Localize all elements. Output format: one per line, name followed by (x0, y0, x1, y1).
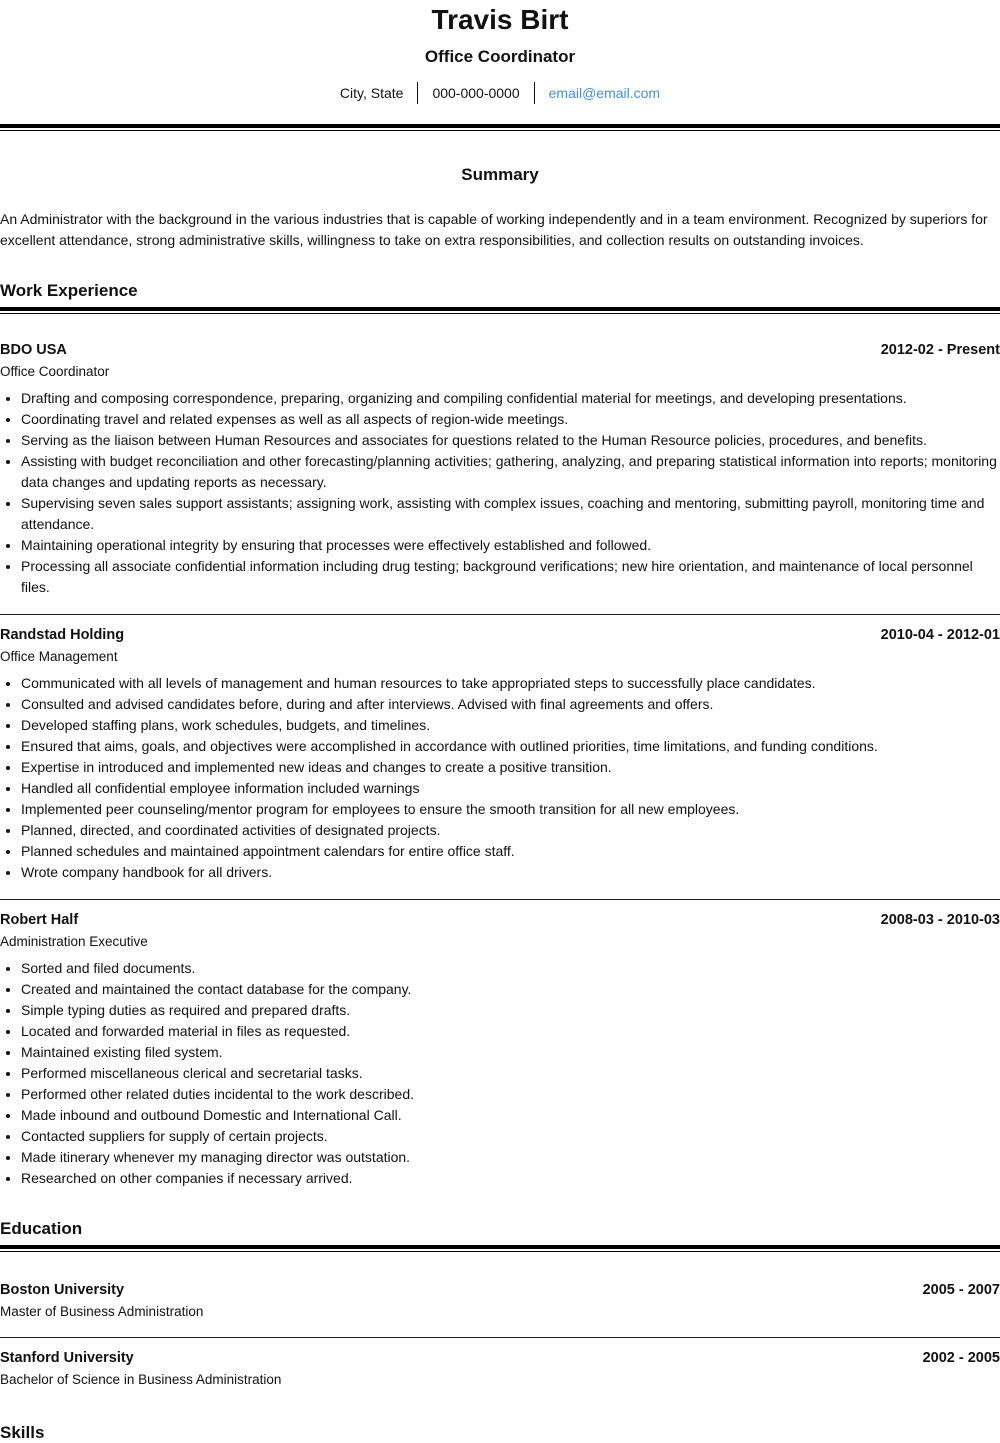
education-header (0, 1348, 1000, 1368)
summary-text: An Administrator with the background in the various industries that is capable of working independently and in a team environment. Recognized by superiors for excellent attendance, strong administrative skills, willingness to take on extra responsibilities, and collection results on outstanding invoices. (0, 211, 988, 248)
job-dates: 2008-03 - 2010-03 (880, 912, 1000, 928)
education-heading: Education (0, 1219, 83, 1238)
education-dates: 2002 - 2005 (922, 1350, 1000, 1366)
job-bullet: • Made inbound and outbound Domestic and International Call. (21, 1105, 1000, 1126)
job-bullet: • Performed miscellaneous clerical and secretarial tasks. (21, 1063, 1000, 1084)
work-experience-list (0, 314, 1000, 1189)
job-bullet: • Wrote company handbook for all drivers. (21, 862, 1000, 883)
job-bullet: • Ensured that aims, goals, and objectives were accomplished in accordance with outlined priorities, time limitations, and funding conditions. (21, 736, 1000, 757)
education-entry (0, 1252, 1000, 1321)
education-degree: Bachelor of Science in Business Administration (0, 1372, 282, 1387)
section-divider (0, 1245, 1000, 1252)
resume-header (0, 0, 1000, 104)
contact-line (0, 82, 1000, 104)
job-company: BDO USA (0, 342, 67, 358)
job-bullet-list (0, 388, 1000, 598)
section-divider (0, 307, 1000, 314)
job-bullet: • Created and maintained the contact database for the company. (21, 979, 1000, 1000)
education-list (0, 1252, 1000, 1389)
job-dates: 2012-02 - Present (880, 342, 1000, 358)
candidate-title: Office Coordinator (424, 47, 576, 66)
job-bullet: • Implemented peer counseling/mentor program for employees to ensure the smooth transition for all new employees. (21, 799, 1000, 820)
header-divider (0, 124, 1000, 131)
summary-heading: Summary (461, 165, 539, 184)
contact-location: City, State (339, 85, 404, 101)
job-role: Office Coordinator (0, 364, 110, 379)
job-role: Administration Executive (0, 934, 148, 949)
job-bullet: • Planned schedules and maintained appointment calendars for entire office staff. (21, 841, 1000, 862)
job-role: Office Management (0, 649, 118, 664)
job-bullet: • Supervising seven sales support assistants; assigning work, assisting with complex issues, coaching and mentoring, submitting payroll, monitoring time and attendance. (21, 493, 1000, 535)
candidate-name: Travis Birt (431, 4, 569, 35)
job-bullet: • Simple typing duties as required and prepared drafts. (21, 1000, 1000, 1021)
education-school: Boston University (0, 1282, 125, 1298)
skills-heading: Skills (0, 1423, 45, 1442)
education-degree: Master of Business Administration (0, 1304, 204, 1319)
job-bullet: • Maintaining operational integrity by ensuring that processes were effectively established and followed. (21, 535, 1000, 556)
job-bullet: • Communicated with all levels of management and human resources to take appropriated steps to successfully place candidates. (21, 673, 1000, 694)
job-header (0, 910, 1000, 930)
job-bullet-list (0, 958, 1000, 1189)
job-company: Randstad Holding (0, 627, 125, 643)
job-bullet: • Processing all associate confidential information including drug testing; background verifications; new hire orientation, and maintenance of local personnel files. (21, 556, 1000, 598)
job-bullet-list (0, 673, 1000, 883)
job-dates: 2010-04 - 2012-01 (880, 627, 1000, 643)
job-bullet: • Performed other related duties incidental to the work described. (21, 1084, 1000, 1105)
job-bullet: • Maintained existing filed system. (21, 1042, 1000, 1063)
education-entry (0, 1337, 1000, 1389)
job-header (0, 625, 1000, 645)
job-bullet: • Serving as the liaison between Human Resources and associates for questions related to the Human Resource policies, procedures, and benefits. (21, 430, 1000, 451)
job-bullet: • Sorted and filed documents. (21, 958, 1000, 979)
education-dates: 2005 - 2007 (922, 1282, 1000, 1298)
job-bullet: • Researched on other companies if necessary arrived. (21, 1168, 1000, 1189)
contact-email-link[interactable]: email@email.com (548, 85, 661, 101)
contact-phone: 000-000-0000 (432, 85, 520, 101)
job-bullet: • Drafting and composing correspondence, preparing, organizing and compiling confidential material for meetings, and developing presentations. (21, 388, 1000, 409)
job-bullet: • Planned, directed, and coordinated activities of designated projects. (21, 820, 1000, 841)
job-bullet: • Located and forwarded material in files as requested. (21, 1021, 1000, 1042)
job-bullet: • Consulted and advised candidates before, during and after interviews. Advised with final agreements and offers. (21, 694, 1000, 715)
education-header (0, 1280, 1000, 1300)
job-bullet: • Coordinating travel and related expenses as well as all aspects of region-wide meetings. (21, 409, 1000, 430)
job-company: Robert Half (0, 912, 79, 928)
job-entry (0, 899, 1000, 1189)
job-bullet: • Handled all confidential employee information included warnings (21, 778, 1000, 799)
job-bullet: • Developed staffing plans, work schedules, budgets, and timelines. (21, 715, 1000, 736)
job-bullet: • Contacted suppliers for supply of certain projects. (21, 1126, 1000, 1147)
job-bullet: • Expertise in introduced and implemented new ideas and changes to create a positive transition. (21, 757, 1000, 778)
job-bullet: • Made itinerary whenever my managing director was outstation. (21, 1147, 1000, 1168)
job-entry (0, 314, 1000, 598)
job-entry (0, 614, 1000, 883)
work-experience-heading: Work Experience (0, 281, 138, 300)
job-bullet: • Assisting with budget reconciliation and other forecasting/planning activities; gathering, analyzing, and preparing statistical information into reports; monitoring data changes and updating reports as necessary. (21, 451, 1000, 493)
job-header (0, 340, 1000, 360)
education-school: Stanford University (0, 1350, 134, 1366)
